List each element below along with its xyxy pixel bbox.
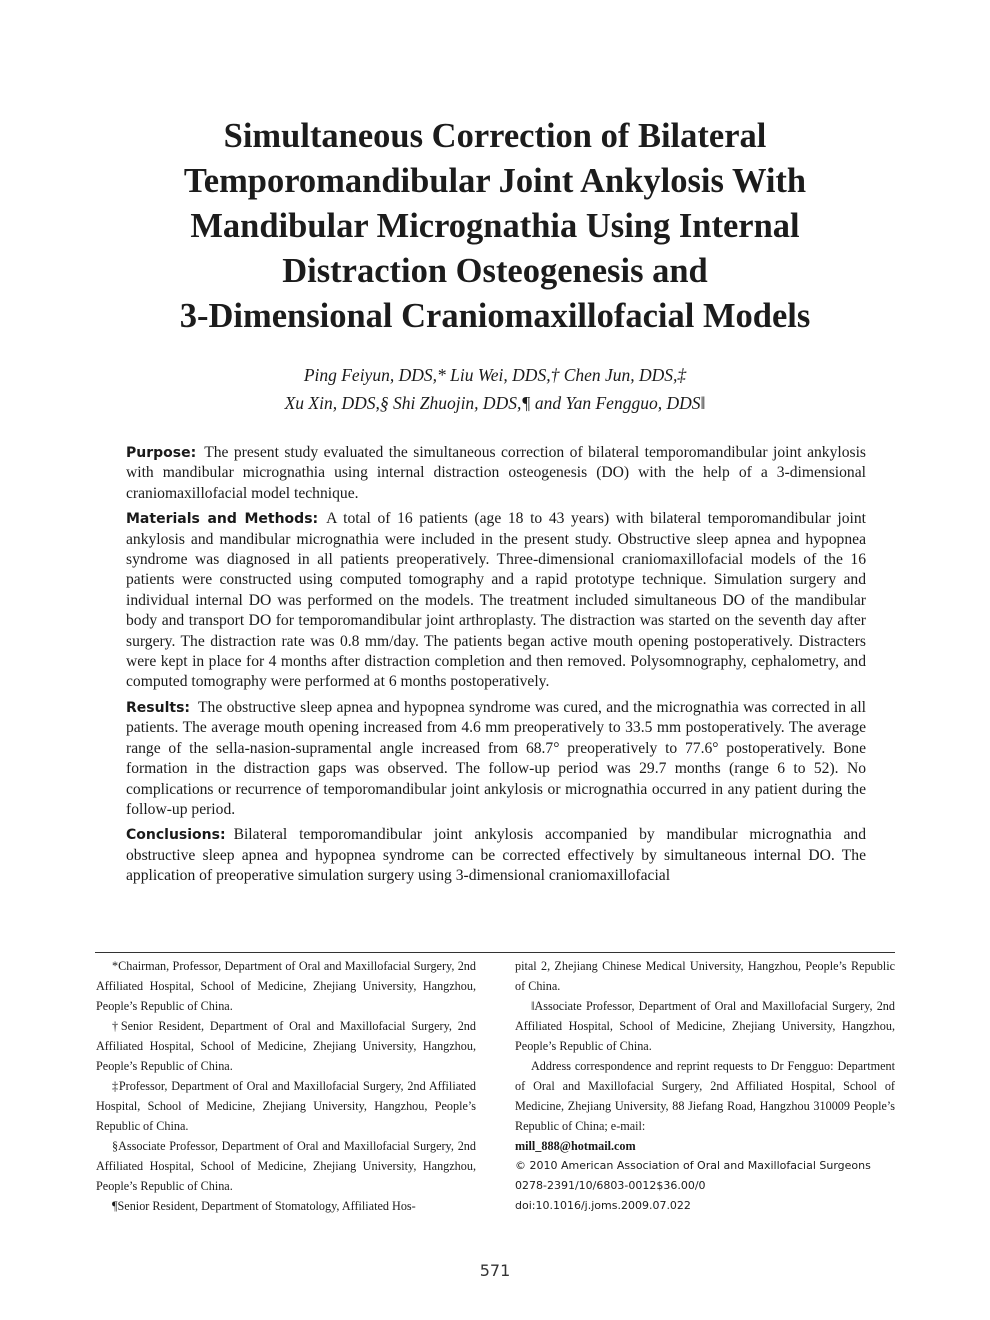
article-title <box>80 114 910 339</box>
footnote: ¶Senior Resident, Department of Stomatology, Affiliated Hos- <box>112 1199 416 1213</box>
purpose-label: Purpose: <box>126 445 197 461</box>
page-number: 571 <box>479 1261 511 1280</box>
email-link[interactable]: mill_888@hotmail.com <box>515 1139 636 1153</box>
copyright-line: © 2010 American Association of Oral and Maxillofacial Surgeons <box>515 1159 871 1172</box>
title-line: Distraction Osteogenesis and <box>282 252 708 290</box>
footnote: ‖Associate Professor, Department of Oral and Maxillofacial Surgery, 2nd Affiliated Hospital, School of Medicine, Zhejiang University, Hangzhou, People’s Republic of China. <box>515 999 895 1053</box>
title-line: Simultaneous Correction of Bilateral <box>223 117 767 155</box>
footnotes-left-column <box>96 956 476 1216</box>
footnote: §Associate Professor, Department of Oral and Maxillofacial Surgery, 2nd Affiliated Hospital, School of Medicine, Zhejiang University, Hangzhou, People’s Republic of China. <box>96 1139 476 1193</box>
issn-line: 0278-2391/10/6803-0012$36.00/0 <box>515 1179 706 1192</box>
doi-line: doi:10.1016/j.joms.2009.07.022 <box>515 1199 691 1212</box>
correspondence-note: Address correspondence and reprint requests to Dr Fengguo: Department of Oral and Maxillofacial Surgery, 2nd Affiliated Hospital, School of Medicine, Zhejiang University, 88 Jiefang Road, Hangzhou 310009 People’s Republic of China; e-mail: <box>515 1059 895 1133</box>
methods-label: Materials and Methods: <box>126 511 319 528</box>
footnote: †Senior Resident, Department of Oral and Maxillofacial Surgery, 2nd Affiliated Hospital, School of Medicine, Zhejiang University, Hangzhou, People’s Republic of China. <box>96 1019 476 1073</box>
abstract-purpose <box>126 443 866 504</box>
purpose-text: The present study evaluated the simultaneous correction of bilateral temporomandibular joint ankylosis with mandibular micrognathia using internal distraction osteogenesis (DO) with the help of a 3-dimensional craniomaxillofacial model technique. <box>126 444 866 502</box>
footnote-divider <box>95 952 895 953</box>
results-label: Results: <box>126 699 190 716</box>
footnote: ‡Professor, Department of Oral and Maxillofacial Surgery, 2nd Affiliated Hospital, School of Medicine, Zhejiang University, Hangzhou, People’s Republic of China. <box>96 1079 476 1133</box>
conclusions-text: Bilateral temporomandibular joint ankylosis accompanied by mandibular micrognathia and obstructive sleep apnea and hypopnea syndrome can be corrected effectively by simultaneous internal DO. The application of preoperative simulation surgery using 3-dimensional craniomaxillofacial <box>126 826 866 885</box>
footnotes-right-column <box>515 956 895 1216</box>
results-text: The obstructive sleep apnea and hypopnea syndrome was cured, and the micrognathia was corrected in all patients. The average mouth opening increased from 4.6 mm preoperatively to 33.5 mm postoperatively. The average range of the sella-nasion-supramental angle increased from 68.7° preoperatively to 77.6° postoperatively. Bone formation in the distraction gaps was observed. The follow-up period was 29.7 months (range 6 to 52). No complications or recurrence of temporomandibular joint ankylosis or micrognathia occurred in any patient during the follow-up period. <box>126 698 866 818</box>
title-line: Temporomandibular Joint Ankylosis With <box>183 162 807 200</box>
footnote-continuation: pital 2, Zhejiang Chinese Medical University, Hangzhou, People’s Republic of China. <box>515 959 895 993</box>
title-line: Mandibular Micrognathia Using Internal <box>190 207 800 245</box>
footnote: *Chairman, Professor, Department of Oral and Maxillofacial Surgery, 2nd Affiliated Hospital, School of Medicine, Zhejiang University, Hangzhou, People’s Republic of China. <box>96 959 476 1013</box>
abstract-results <box>126 698 866 820</box>
title-line: 3-Dimensional Craniomaxillofacial Models <box>179 297 811 335</box>
conclusions-label: Conclusions: <box>126 827 226 844</box>
authors-line: Xu Xin, DDS,§ Shi Zhuojin, DDS,¶ and Yan Fengguo, DDS‖ <box>284 393 706 413</box>
author-list <box>80 361 910 417</box>
abstract <box>126 443 866 892</box>
methods-text: A total of 16 patients (age 18 to 43 years) with bilateral temporomandibular joint ankylosis and mandibular micrognathia were included in the present study. Obstructive sleep apnea and hypopnea syndrome was diagnosed in all patients preoperatively. Three-dimensional craniomaxillofacial models of the 16 patients were constructed using computed tomography and a rapid prototype technique. Simulation surgery and individual internal DO was performed on the models. The treatment included simultaneous DO of the mandibular body and transport DO for temporomandibular joint arthroplasty. The distraction was started on the seventh day after surgery. The distraction rate was 0.8 mm/day. The patients began active mouth opening postoperatively. Distracters were kept in place for 4 months after distraction completion and then removed. Polysomnography, cephalometry, and computed tomography were performed at 6 months postoperatively. <box>126 510 866 691</box>
authors-line: Ping Feiyun, DDS,* Liu Wei, DDS,† Chen Jun, DDS,‡ <box>303 365 687 385</box>
abstract-conclusions <box>126 825 866 886</box>
abstract-methods <box>126 509 866 693</box>
